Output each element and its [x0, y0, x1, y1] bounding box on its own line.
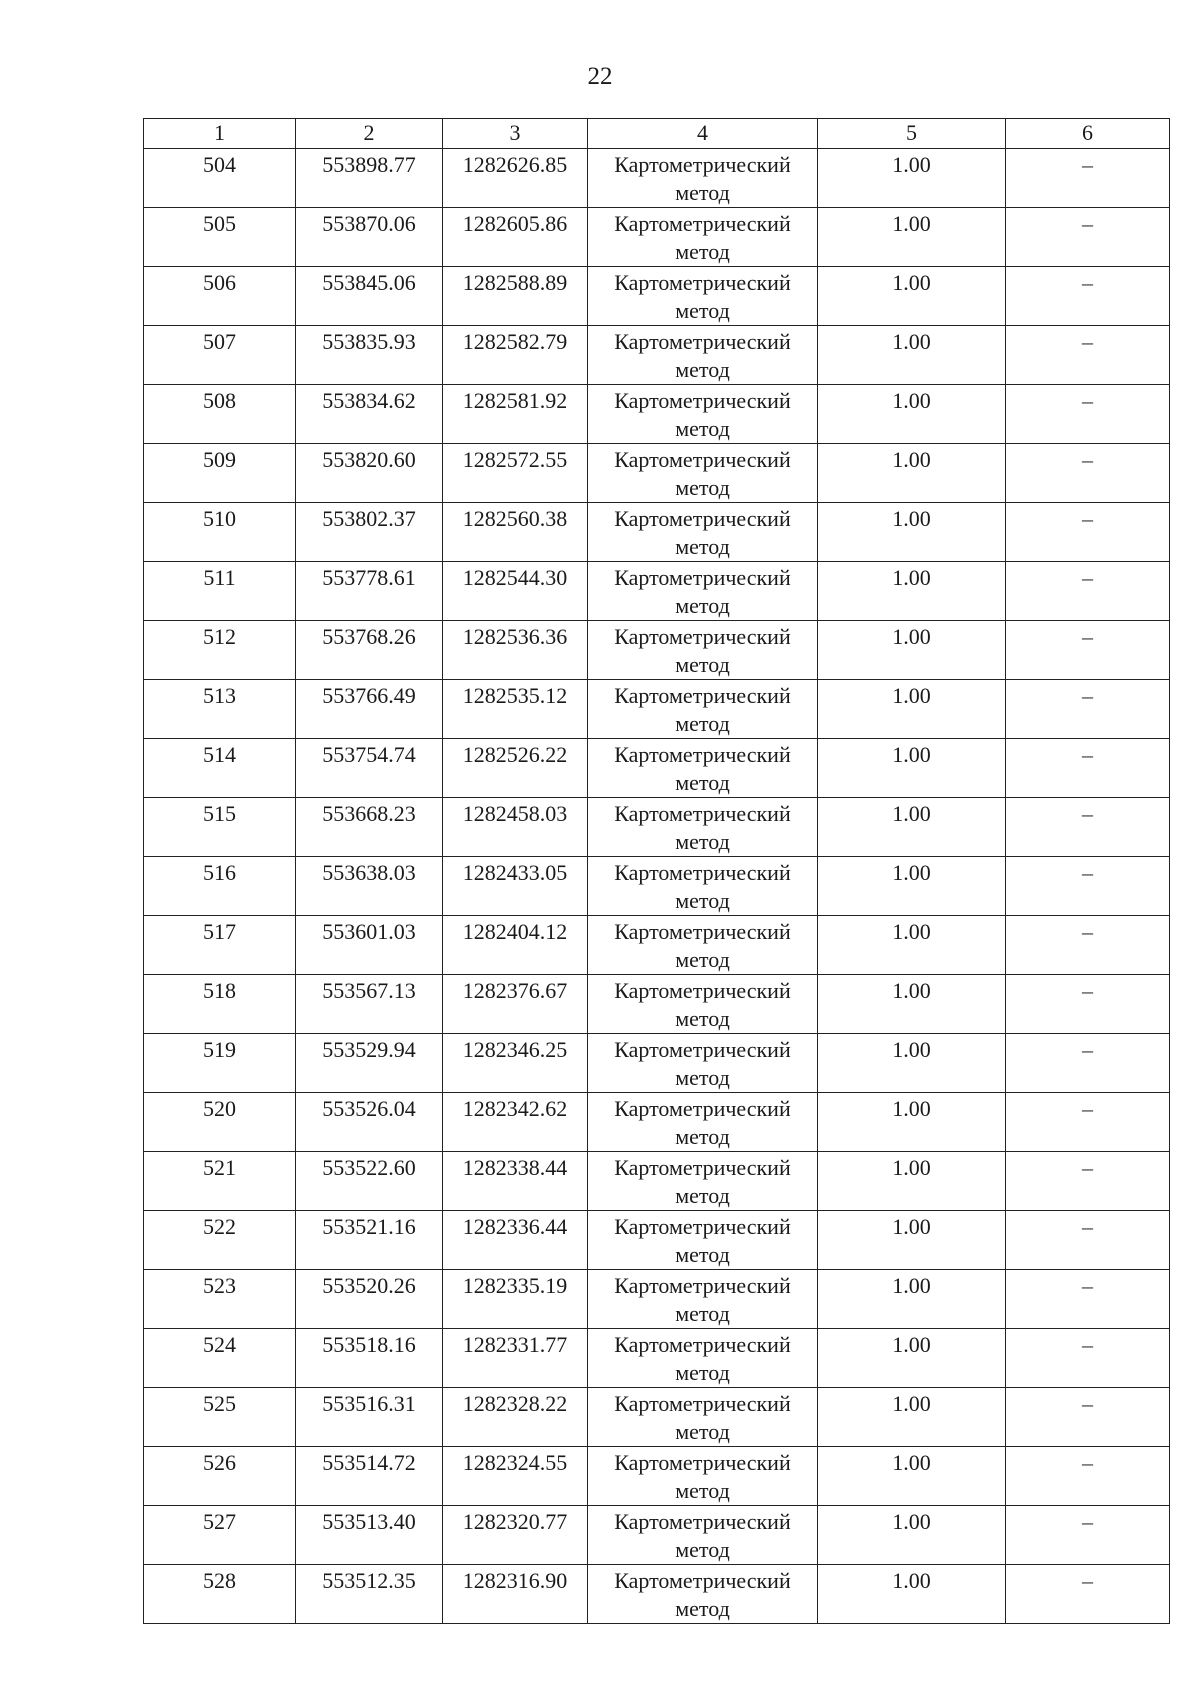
point-number-cell: 523	[144, 1270, 296, 1329]
point-number-cell: 512	[144, 621, 296, 680]
column-header: 2	[296, 119, 443, 149]
description-cell: –	[1006, 916, 1170, 975]
x-coordinate-cell: 553516.31	[296, 1388, 443, 1447]
method-cell: Картометрический метод	[588, 326, 818, 385]
y-coordinate-cell: 1282572.55	[443, 444, 588, 503]
table-row	[144, 1447, 1170, 1506]
description-cell: –	[1006, 1565, 1170, 1624]
point-number-cell: 504	[144, 149, 296, 208]
accuracy-cell: 1.00	[818, 444, 1006, 503]
y-coordinate-cell: 1282376.67	[443, 975, 588, 1034]
description-cell: –	[1006, 680, 1170, 739]
column-header: 5	[818, 119, 1006, 149]
method-cell: Картометрический метод	[588, 1211, 818, 1270]
x-coordinate-cell: 553768.26	[296, 621, 443, 680]
method-cell: Картометрический метод	[588, 916, 818, 975]
x-coordinate-cell: 553521.16	[296, 1211, 443, 1270]
point-number-cell: 505	[144, 208, 296, 267]
table-row	[144, 916, 1170, 975]
y-coordinate-cell: 1282582.79	[443, 326, 588, 385]
point-number-cell: 522	[144, 1211, 296, 1270]
point-number-cell: 508	[144, 385, 296, 444]
x-coordinate-cell: 553778.61	[296, 562, 443, 621]
page-number: 22	[587, 63, 613, 90]
accuracy-cell: 1.00	[818, 1506, 1006, 1565]
accuracy-cell: 1.00	[818, 208, 1006, 267]
method-cell: Картометрический метод	[588, 975, 818, 1034]
description-cell: –	[1006, 739, 1170, 798]
description-cell: –	[1006, 1329, 1170, 1388]
accuracy-cell: 1.00	[818, 1211, 1006, 1270]
x-coordinate-cell: 553529.94	[296, 1034, 443, 1093]
y-coordinate-cell: 1282526.22	[443, 739, 588, 798]
accuracy-cell: 1.00	[818, 916, 1006, 975]
table-row	[144, 798, 1170, 857]
method-cell: Картометрический метод	[588, 739, 818, 798]
x-coordinate-cell: 553898.77	[296, 149, 443, 208]
description-cell: –	[1006, 1034, 1170, 1093]
accuracy-cell: 1.00	[818, 562, 1006, 621]
description-cell: –	[1006, 1270, 1170, 1329]
y-coordinate-cell: 1282320.77	[443, 1506, 588, 1565]
method-cell: Картометрический метод	[588, 1447, 818, 1506]
x-coordinate-cell: 553820.60	[296, 444, 443, 503]
description-cell: –	[1006, 1211, 1170, 1270]
x-coordinate-cell: 553514.72	[296, 1447, 443, 1506]
table-row	[144, 444, 1170, 503]
description-cell: –	[1006, 798, 1170, 857]
table-row	[144, 385, 1170, 444]
point-number-cell: 513	[144, 680, 296, 739]
description-cell: –	[1006, 149, 1170, 208]
y-coordinate-cell: 1282316.90	[443, 1565, 588, 1624]
x-coordinate-cell: 553834.62	[296, 385, 443, 444]
method-cell: Картометрический метод	[588, 857, 818, 916]
method-cell: Картометрический метод	[588, 1034, 818, 1093]
y-coordinate-cell: 1282458.03	[443, 798, 588, 857]
accuracy-cell: 1.00	[818, 326, 1006, 385]
y-coordinate-cell: 1282328.22	[443, 1388, 588, 1447]
coordinates-table	[143, 118, 1170, 1624]
accuracy-cell: 1.00	[818, 857, 1006, 916]
x-coordinate-cell: 553601.03	[296, 916, 443, 975]
column-header: 6	[1006, 119, 1170, 149]
method-cell: Картометрический метод	[588, 385, 818, 444]
description-cell: –	[1006, 503, 1170, 562]
description-cell: –	[1006, 267, 1170, 326]
table-row	[144, 621, 1170, 680]
y-coordinate-cell: 1282605.86	[443, 208, 588, 267]
description-cell: –	[1006, 208, 1170, 267]
description-cell: –	[1006, 621, 1170, 680]
column-header: 3	[443, 119, 588, 149]
x-coordinate-cell: 553638.03	[296, 857, 443, 916]
accuracy-cell: 1.00	[818, 621, 1006, 680]
point-number-cell: 526	[144, 1447, 296, 1506]
method-cell: Картометрический метод	[588, 1270, 818, 1329]
x-coordinate-cell: 553668.23	[296, 798, 443, 857]
point-number-cell: 519	[144, 1034, 296, 1093]
point-number-cell: 515	[144, 798, 296, 857]
table-row	[144, 739, 1170, 798]
table-row	[144, 1093, 1170, 1152]
y-coordinate-cell: 1282342.62	[443, 1093, 588, 1152]
x-coordinate-cell: 553522.60	[296, 1152, 443, 1211]
point-number-cell: 525	[144, 1388, 296, 1447]
table-row	[144, 1388, 1170, 1447]
y-coordinate-cell: 1282433.05	[443, 857, 588, 916]
accuracy-cell: 1.00	[818, 739, 1006, 798]
y-coordinate-cell: 1282626.85	[443, 149, 588, 208]
column-header: 4	[588, 119, 818, 149]
table-row	[144, 1211, 1170, 1270]
table-row	[144, 1506, 1170, 1565]
x-coordinate-cell: 553520.26	[296, 1270, 443, 1329]
accuracy-cell: 1.00	[818, 1034, 1006, 1093]
y-coordinate-cell: 1282536.36	[443, 621, 588, 680]
x-coordinate-cell: 553512.35	[296, 1565, 443, 1624]
accuracy-cell: 1.00	[818, 1152, 1006, 1211]
point-number-cell: 517	[144, 916, 296, 975]
y-coordinate-cell: 1282560.38	[443, 503, 588, 562]
point-number-cell: 511	[144, 562, 296, 621]
method-cell: Картометрический метод	[588, 562, 818, 621]
accuracy-cell: 1.00	[818, 149, 1006, 208]
x-coordinate-cell: 553766.49	[296, 680, 443, 739]
description-cell: –	[1006, 975, 1170, 1034]
description-cell: –	[1006, 1093, 1170, 1152]
table-row	[144, 680, 1170, 739]
method-cell: Картометрический метод	[588, 680, 818, 739]
method-cell: Картометрический метод	[588, 1329, 818, 1388]
method-cell: Картометрический метод	[588, 1506, 818, 1565]
x-coordinate-cell: 553754.74	[296, 739, 443, 798]
table-row	[144, 562, 1170, 621]
point-number-cell: 520	[144, 1093, 296, 1152]
accuracy-cell: 1.00	[818, 1270, 1006, 1329]
x-coordinate-cell: 553567.13	[296, 975, 443, 1034]
accuracy-cell: 1.00	[818, 1093, 1006, 1152]
accuracy-cell: 1.00	[818, 1565, 1006, 1624]
y-coordinate-cell: 1282588.89	[443, 267, 588, 326]
method-cell: Картометрический метод	[588, 1152, 818, 1211]
method-cell: Картометрический метод	[588, 267, 818, 326]
description-cell: –	[1006, 326, 1170, 385]
point-number-cell: 510	[144, 503, 296, 562]
table-header-row	[144, 119, 1170, 149]
accuracy-cell: 1.00	[818, 1388, 1006, 1447]
description-cell: –	[1006, 1388, 1170, 1447]
description-cell: –	[1006, 385, 1170, 444]
y-coordinate-cell: 1282404.12	[443, 916, 588, 975]
method-cell: Картометрический метод	[588, 621, 818, 680]
description-cell: –	[1006, 857, 1170, 916]
table-row	[144, 1565, 1170, 1624]
accuracy-cell: 1.00	[818, 1447, 1006, 1506]
table-row	[144, 1152, 1170, 1211]
y-coordinate-cell: 1282338.44	[443, 1152, 588, 1211]
x-coordinate-cell: 553835.93	[296, 326, 443, 385]
accuracy-cell: 1.00	[818, 680, 1006, 739]
accuracy-cell: 1.00	[818, 503, 1006, 562]
x-coordinate-cell: 553513.40	[296, 1506, 443, 1565]
point-number-cell: 528	[144, 1565, 296, 1624]
method-cell: Картометрический метод	[588, 798, 818, 857]
point-number-cell: 509	[144, 444, 296, 503]
description-cell: –	[1006, 1506, 1170, 1565]
method-cell: Картометрический метод	[588, 1388, 818, 1447]
y-coordinate-cell: 1282581.92	[443, 385, 588, 444]
point-number-cell: 527	[144, 1506, 296, 1565]
x-coordinate-cell: 553870.06	[296, 208, 443, 267]
x-coordinate-cell: 553802.37	[296, 503, 443, 562]
table-row	[144, 503, 1170, 562]
method-cell: Картометрический метод	[588, 149, 818, 208]
description-cell: –	[1006, 1152, 1170, 1211]
y-coordinate-cell: 1282544.30	[443, 562, 588, 621]
table-row	[144, 326, 1170, 385]
y-coordinate-cell: 1282331.77	[443, 1329, 588, 1388]
table-row	[144, 267, 1170, 326]
table-row	[144, 208, 1170, 267]
table-row	[144, 1329, 1170, 1388]
method-cell: Картометрический метод	[588, 1565, 818, 1624]
description-cell: –	[1006, 444, 1170, 503]
point-number-cell: 518	[144, 975, 296, 1034]
y-coordinate-cell: 1282324.55	[443, 1447, 588, 1506]
accuracy-cell: 1.00	[818, 267, 1006, 326]
x-coordinate-cell: 553845.06	[296, 267, 443, 326]
x-coordinate-cell: 553518.16	[296, 1329, 443, 1388]
method-cell: Картометрический метод	[588, 1093, 818, 1152]
method-cell: Картометрический метод	[588, 444, 818, 503]
accuracy-cell: 1.00	[818, 798, 1006, 857]
accuracy-cell: 1.00	[818, 975, 1006, 1034]
accuracy-cell: 1.00	[818, 1329, 1006, 1388]
description-cell: –	[1006, 562, 1170, 621]
table-row	[144, 975, 1170, 1034]
table-row	[144, 1034, 1170, 1093]
point-number-cell: 524	[144, 1329, 296, 1388]
accuracy-cell: 1.00	[818, 385, 1006, 444]
point-number-cell: 516	[144, 857, 296, 916]
y-coordinate-cell: 1282535.12	[443, 680, 588, 739]
table-row	[144, 1270, 1170, 1329]
point-number-cell: 507	[144, 326, 296, 385]
point-number-cell: 506	[144, 267, 296, 326]
column-header: 1	[144, 119, 296, 149]
x-coordinate-cell: 553526.04	[296, 1093, 443, 1152]
y-coordinate-cell: 1282335.19	[443, 1270, 588, 1329]
point-number-cell: 521	[144, 1152, 296, 1211]
point-number-cell: 514	[144, 739, 296, 798]
table-row	[144, 857, 1170, 916]
method-cell: Картометрический метод	[588, 208, 818, 267]
table-row	[144, 149, 1170, 208]
method-cell: Картометрический метод	[588, 503, 818, 562]
y-coordinate-cell: 1282336.44	[443, 1211, 588, 1270]
y-coordinate-cell: 1282346.25	[443, 1034, 588, 1093]
description-cell: –	[1006, 1447, 1170, 1506]
